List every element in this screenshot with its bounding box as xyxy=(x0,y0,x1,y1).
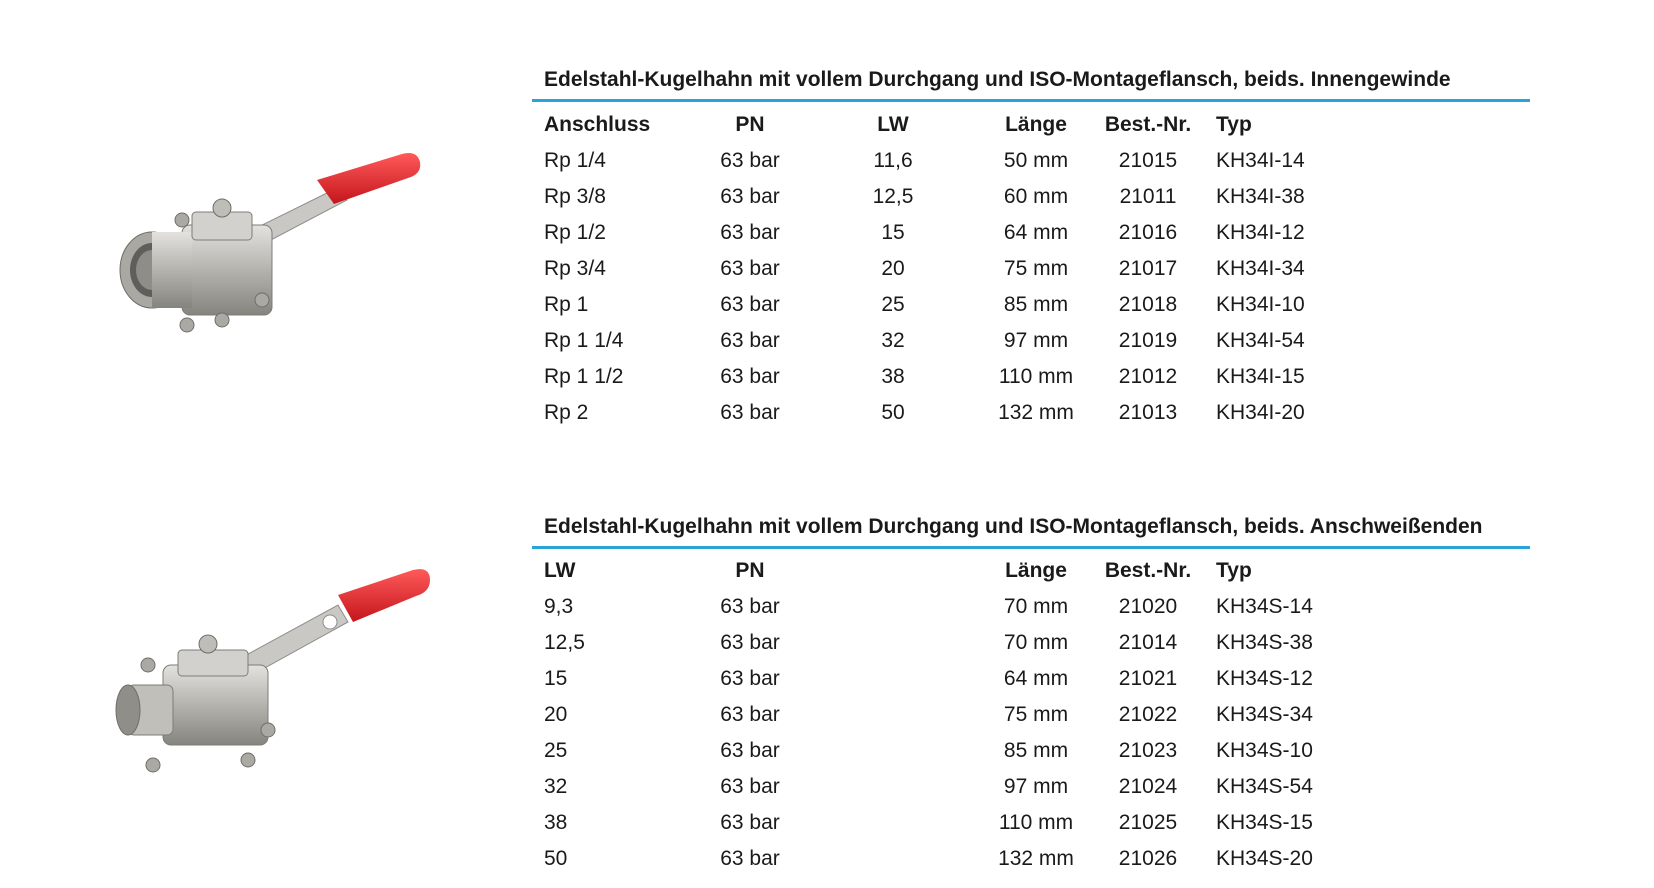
cell-lw: 15 xyxy=(881,221,905,244)
cell-typ: KH34S-20 xyxy=(1216,847,1313,870)
table-row xyxy=(532,589,1366,625)
header-best-nr: Best.-Nr. xyxy=(1104,559,1192,582)
cell-laenge: 64 mm xyxy=(1003,667,1069,690)
table-header-row xyxy=(532,553,1366,589)
table-row xyxy=(532,769,1366,805)
cell-pn: 63 bar xyxy=(720,703,780,726)
header-anschluss: Anschluss xyxy=(544,113,651,136)
header-pn: PN xyxy=(735,559,765,582)
cell-pn: 63 bar xyxy=(720,365,780,388)
cell-typ: KH34I-38 xyxy=(1216,185,1305,208)
cell-lw: 25 xyxy=(881,293,905,316)
cell-best-nr: 21018 xyxy=(1118,293,1178,316)
header-laenge: Länge xyxy=(1005,113,1067,136)
cell-laenge: 75 mm xyxy=(1003,703,1069,726)
cell-laenge: 70 mm xyxy=(1003,595,1069,618)
cell-laenge: 60 mm xyxy=(1003,185,1069,208)
cell-typ: KH34I-14 xyxy=(1216,149,1305,172)
cell-lw: 32 xyxy=(881,329,905,352)
cell-anschluss: Rp 1 1/2 xyxy=(544,365,624,388)
cell-pn: 63 bar xyxy=(720,739,780,762)
cell-typ: KH34I-12 xyxy=(1216,221,1305,244)
section-weld-ends xyxy=(0,440,1654,888)
cell-typ: KH34I-15 xyxy=(1216,365,1305,388)
header-lw: LW xyxy=(877,113,909,136)
cell-anschluss: Rp 1/2 xyxy=(544,221,606,244)
cell-best-nr: 21015 xyxy=(1118,149,1178,172)
cell-pn: 63 bar xyxy=(720,257,780,280)
cell-pn: 63 bar xyxy=(720,221,780,244)
table-row xyxy=(532,625,1366,661)
cell-pn: 63 bar xyxy=(720,329,780,352)
cell-empty xyxy=(806,661,980,697)
spec-table xyxy=(532,553,1366,877)
cell-empty xyxy=(806,625,980,661)
cell-pn: 63 bar xyxy=(720,667,780,690)
cell-lw: 50 xyxy=(881,401,905,424)
section-title: Edelstahl-Kugelhahn mit vollem Durchgang und ISO-Montageflansch, beids. Innengewinde xyxy=(544,68,1451,91)
cell-best-nr: 21021 xyxy=(1118,667,1178,690)
cell-typ: KH34I-20 xyxy=(1216,401,1305,424)
cell-best-nr: 21014 xyxy=(1118,631,1178,654)
table-row xyxy=(532,805,1366,841)
cell-best-nr: 21012 xyxy=(1118,365,1178,388)
cell-best-nr: 21020 xyxy=(1118,595,1178,618)
table-row xyxy=(532,841,1366,877)
section-internal-thread xyxy=(0,0,1654,440)
cell-laenge: 97 mm xyxy=(1003,329,1069,352)
cell-best-nr: 21017 xyxy=(1118,257,1178,280)
cell-pn: 63 bar xyxy=(720,185,780,208)
title-underline xyxy=(532,546,1530,549)
table-row xyxy=(532,661,1366,697)
cell-empty xyxy=(806,805,980,841)
table-row xyxy=(532,215,1366,251)
cell-pn: 63 bar xyxy=(720,775,780,798)
cell-laenge: 97 mm xyxy=(1003,775,1069,798)
ball-valve-weld-image xyxy=(108,560,458,800)
cell-lw: 20 xyxy=(881,257,905,280)
table-row xyxy=(532,287,1366,323)
cell-lw: 12,5 xyxy=(544,631,585,654)
cell-lw: 11,6 xyxy=(873,149,913,172)
table-header-row xyxy=(532,107,1366,143)
table-row xyxy=(532,179,1366,215)
cell-laenge: 132 mm xyxy=(998,847,1074,870)
cell-typ: KH34I-34 xyxy=(1216,257,1305,280)
cell-best-nr: 21013 xyxy=(1118,401,1178,424)
spec-table xyxy=(532,107,1366,431)
cell-pn: 63 bar xyxy=(720,811,780,834)
header-best-nr: Best.-Nr. xyxy=(1104,113,1192,136)
table-row xyxy=(532,323,1366,359)
cell-typ: KH34S-12 xyxy=(1216,667,1313,690)
cell-best-nr: 21016 xyxy=(1118,221,1178,244)
cell-lw: 12,5 xyxy=(872,185,914,208)
cell-typ: KH34S-54 xyxy=(1216,775,1313,798)
cell-best-nr: 21022 xyxy=(1118,703,1178,726)
cell-anschluss: Rp 1 1/4 xyxy=(544,329,624,352)
cell-typ: KH34I-54 xyxy=(1216,329,1305,352)
cell-pn: 63 bar xyxy=(720,631,780,654)
ball-valve-thread-image xyxy=(112,150,452,370)
cell-laenge: 64 mm xyxy=(1003,221,1069,244)
cell-best-nr: 21019 xyxy=(1118,329,1178,352)
table-row xyxy=(532,697,1366,733)
cell-laenge: 110 mm xyxy=(998,811,1074,834)
cell-lw: 15 xyxy=(544,667,568,690)
cell-empty xyxy=(806,697,980,733)
table-row xyxy=(532,251,1366,287)
section-title: Edelstahl-Kugelhahn mit vollem Durchgang und ISO-Montageflansch, beids. Anschweißenden xyxy=(544,515,1483,538)
cell-typ: KH34S-10 xyxy=(1216,739,1313,762)
header-typ: Typ xyxy=(1216,113,1252,136)
cell-pn: 63 bar xyxy=(720,595,780,618)
header-empty xyxy=(806,553,980,589)
cell-lw: 50 xyxy=(544,847,568,870)
cell-pn: 63 bar xyxy=(720,401,780,424)
cell-empty xyxy=(806,733,980,769)
title-underline xyxy=(532,99,1530,102)
cell-anschluss: Rp 3/8 xyxy=(544,185,606,208)
cell-best-nr: 21025 xyxy=(1118,811,1178,834)
cell-laenge: 132 mm xyxy=(998,401,1074,424)
cell-anschluss: Rp 1/4 xyxy=(544,149,606,172)
header-typ: Typ xyxy=(1216,559,1252,582)
cell-pn: 63 bar xyxy=(720,847,780,870)
cell-anschluss: Rp 1 xyxy=(544,293,589,316)
cell-best-nr: 21023 xyxy=(1118,739,1178,762)
table-row xyxy=(532,395,1366,431)
cell-lw: 20 xyxy=(544,703,568,726)
cell-lw: 38 xyxy=(881,365,905,388)
cell-best-nr: 21024 xyxy=(1118,775,1178,798)
cell-best-nr: 21011 xyxy=(1119,185,1177,208)
cell-typ: KH34I-10 xyxy=(1216,293,1305,316)
cell-pn: 63 bar xyxy=(720,149,780,172)
cell-anschluss: Rp 2 xyxy=(544,401,589,424)
header-pn: PN xyxy=(735,113,765,136)
cell-laenge: 85 mm xyxy=(1003,739,1069,762)
table-row xyxy=(532,359,1366,395)
cell-typ: KH34S-38 xyxy=(1216,631,1313,654)
table-row xyxy=(532,143,1366,179)
cell-laenge: 85 mm xyxy=(1003,293,1069,316)
cell-empty xyxy=(806,769,980,805)
cell-lw: 32 xyxy=(544,775,568,798)
cell-lw: 9,3 xyxy=(544,595,574,618)
cell-empty xyxy=(806,589,980,625)
header-lw: LW xyxy=(544,559,576,582)
cell-typ: KH34S-14 xyxy=(1216,595,1313,618)
cell-typ: KH34S-34 xyxy=(1216,703,1313,726)
cell-best-nr: 21026 xyxy=(1118,847,1178,870)
cell-laenge: 70 mm xyxy=(1003,631,1069,654)
cell-pn: 63 bar xyxy=(720,293,780,316)
cell-lw: 38 xyxy=(544,811,568,834)
cell-laenge: 75 mm xyxy=(1003,257,1069,280)
cell-laenge: 50 mm xyxy=(1003,149,1069,172)
table-row xyxy=(532,733,1366,769)
cell-laenge: 110 mm xyxy=(998,365,1074,388)
cell-empty xyxy=(806,841,980,877)
cell-anschluss: Rp 3/4 xyxy=(544,257,606,280)
header-laenge: Länge xyxy=(1005,559,1067,582)
cell-typ: KH34S-15 xyxy=(1216,811,1313,834)
cell-lw: 25 xyxy=(544,739,568,762)
